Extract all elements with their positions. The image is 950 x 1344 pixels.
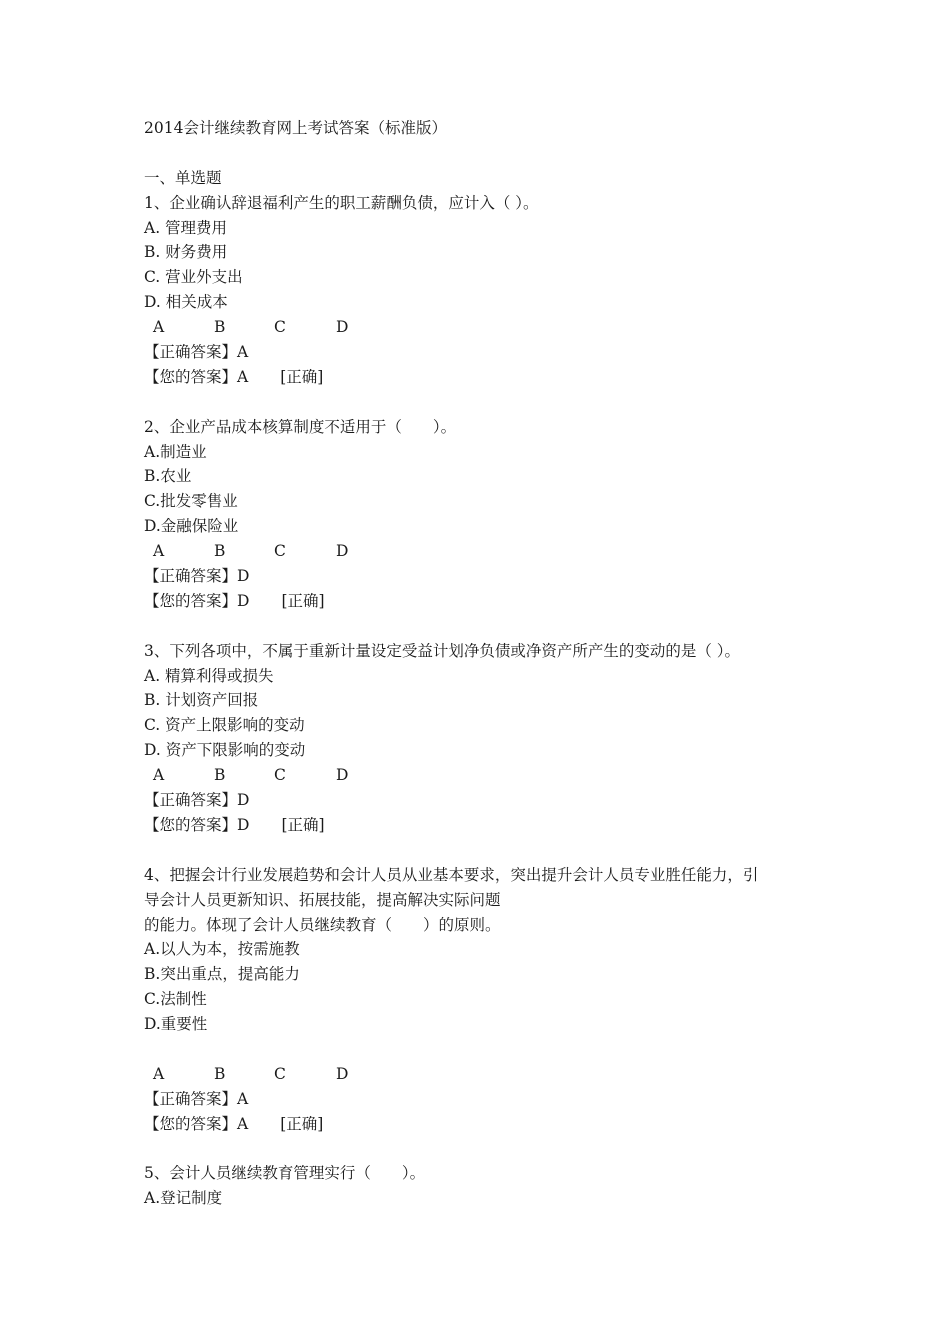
option-a: A.以人为本，按需施教 — [144, 940, 300, 959]
answer-letters — [144, 539, 824, 564]
question-4 — [144, 863, 824, 1137]
correct-answer-value: D — [237, 567, 250, 586]
letter-a: A — [153, 318, 165, 337]
correct-answer-value: D — [237, 791, 250, 810]
your-answer-value: D — [237, 591, 250, 610]
letter-c: C — [274, 542, 286, 561]
question-stem: 4、把握会计行业发展趋势和会计人员从业基本要求，突出提升会计人员专业胜任能力，引 — [144, 865, 759, 884]
answer-status: [正确] — [281, 591, 325, 610]
letter-d: D — [336, 318, 349, 337]
correct-answer — [144, 340, 824, 365]
option-c: C. 营业外支出 — [144, 268, 243, 287]
letter-c: C — [274, 766, 286, 785]
your-answer — [144, 813, 824, 838]
question-stem: 5、会计人员继续教育管理实行（ ）。 — [144, 1164, 426, 1183]
letter-b: B — [214, 766, 226, 785]
correct-answer — [144, 788, 824, 813]
your-answer-value: A — [237, 367, 249, 386]
your-answer — [144, 1112, 824, 1137]
option-a: A. 管理费用 — [144, 218, 228, 237]
answer-status: [正确] — [280, 367, 324, 386]
question-stem: 3、下列各项中，不属于重新计量设定受益计划净负债或净资产所产生的变动的是（ ）。 — [144, 641, 741, 660]
document-title: 2014会计继续教育网上考试答案（标准版） — [144, 119, 447, 137]
question-5 — [144, 1161, 824, 1211]
question-1 — [144, 191, 824, 390]
option-b: B. 计划资产回报 — [144, 691, 259, 710]
question-stem-continued: 导会计人员更新知识、拓展技能，提高解决实际问题 — [144, 890, 501, 909]
letter-d: D — [336, 1064, 349, 1083]
letter-c: C — [274, 1064, 286, 1083]
option-c: C.批发零售业 — [144, 492, 238, 511]
option-c: C.法制性 — [144, 990, 207, 1009]
option-a: A. 精算利得或损失 — [144, 666, 274, 685]
letter-a: A — [153, 542, 165, 561]
option-a: A.登记制度 — [144, 1189, 223, 1208]
answer-status: [正确] — [281, 815, 325, 834]
letter-b: B — [214, 542, 226, 561]
answer-letters — [144, 763, 824, 788]
option-d: D. 相关成本 — [144, 293, 228, 312]
correct-answer-value: A — [237, 1089, 249, 1108]
option-a: A.制造业 — [144, 442, 207, 461]
option-b: B.突出重点，提高能力 — [144, 965, 300, 984]
answer-letters — [144, 1062, 824, 1087]
document-page — [144, 116, 824, 1211]
letter-c: C — [274, 318, 286, 337]
correct-answer-label: 【正确答案】 — [144, 791, 238, 810]
letter-b: B — [214, 1064, 226, 1083]
question-stem-continued: 的能力。体现了会计人员继续教育（ ）的原则。 — [144, 915, 501, 934]
correct-answer-label: 【正确答案】 — [144, 567, 238, 586]
letter-a: A — [153, 1064, 165, 1083]
correct-answer-label: 【正确答案】 — [144, 343, 238, 362]
option-d: D.重要性 — [144, 1015, 208, 1034]
option-d: D. 资产下限影响的变动 — [144, 741, 306, 760]
letter-b: B — [214, 318, 226, 337]
answer-status: [正确] — [280, 1114, 324, 1133]
question-stem: 2、企业产品成本核算制度不适用于（ ）。 — [144, 417, 457, 436]
letter-d: D — [336, 542, 349, 561]
your-answer-label: 【您的答案】 — [144, 815, 238, 834]
letter-d: D — [336, 766, 349, 785]
your-answer-label: 【您的答案】 — [144, 1114, 238, 1133]
your-answer-label: 【您的答案】 — [144, 591, 238, 610]
your-answer-value: A — [237, 1114, 249, 1133]
correct-answer — [144, 564, 824, 589]
letter-a: A — [153, 766, 165, 785]
option-d: D.金融保险业 — [144, 517, 239, 536]
your-answer-label: 【您的答案】 — [144, 367, 238, 386]
section-heading: 一、单选题 — [144, 168, 222, 187]
correct-answer-value: A — [237, 343, 249, 362]
question-2 — [144, 415, 824, 614]
option-b: B.农业 — [144, 467, 192, 486]
correct-answer — [144, 1087, 824, 1112]
option-b: B. 财务费用 — [144, 243, 228, 262]
question-stem: 1、企业确认辞退福利产生的职工薪酬负债，应计入（ ）。 — [144, 193, 539, 212]
your-answer — [144, 365, 824, 390]
question-3 — [144, 639, 824, 838]
your-answer-value: D — [237, 815, 250, 834]
your-answer — [144, 589, 824, 614]
option-c: C. 资产上限影响的变动 — [144, 716, 305, 735]
correct-answer-label: 【正确答案】 — [144, 1089, 238, 1108]
answer-letters — [144, 315, 824, 340]
